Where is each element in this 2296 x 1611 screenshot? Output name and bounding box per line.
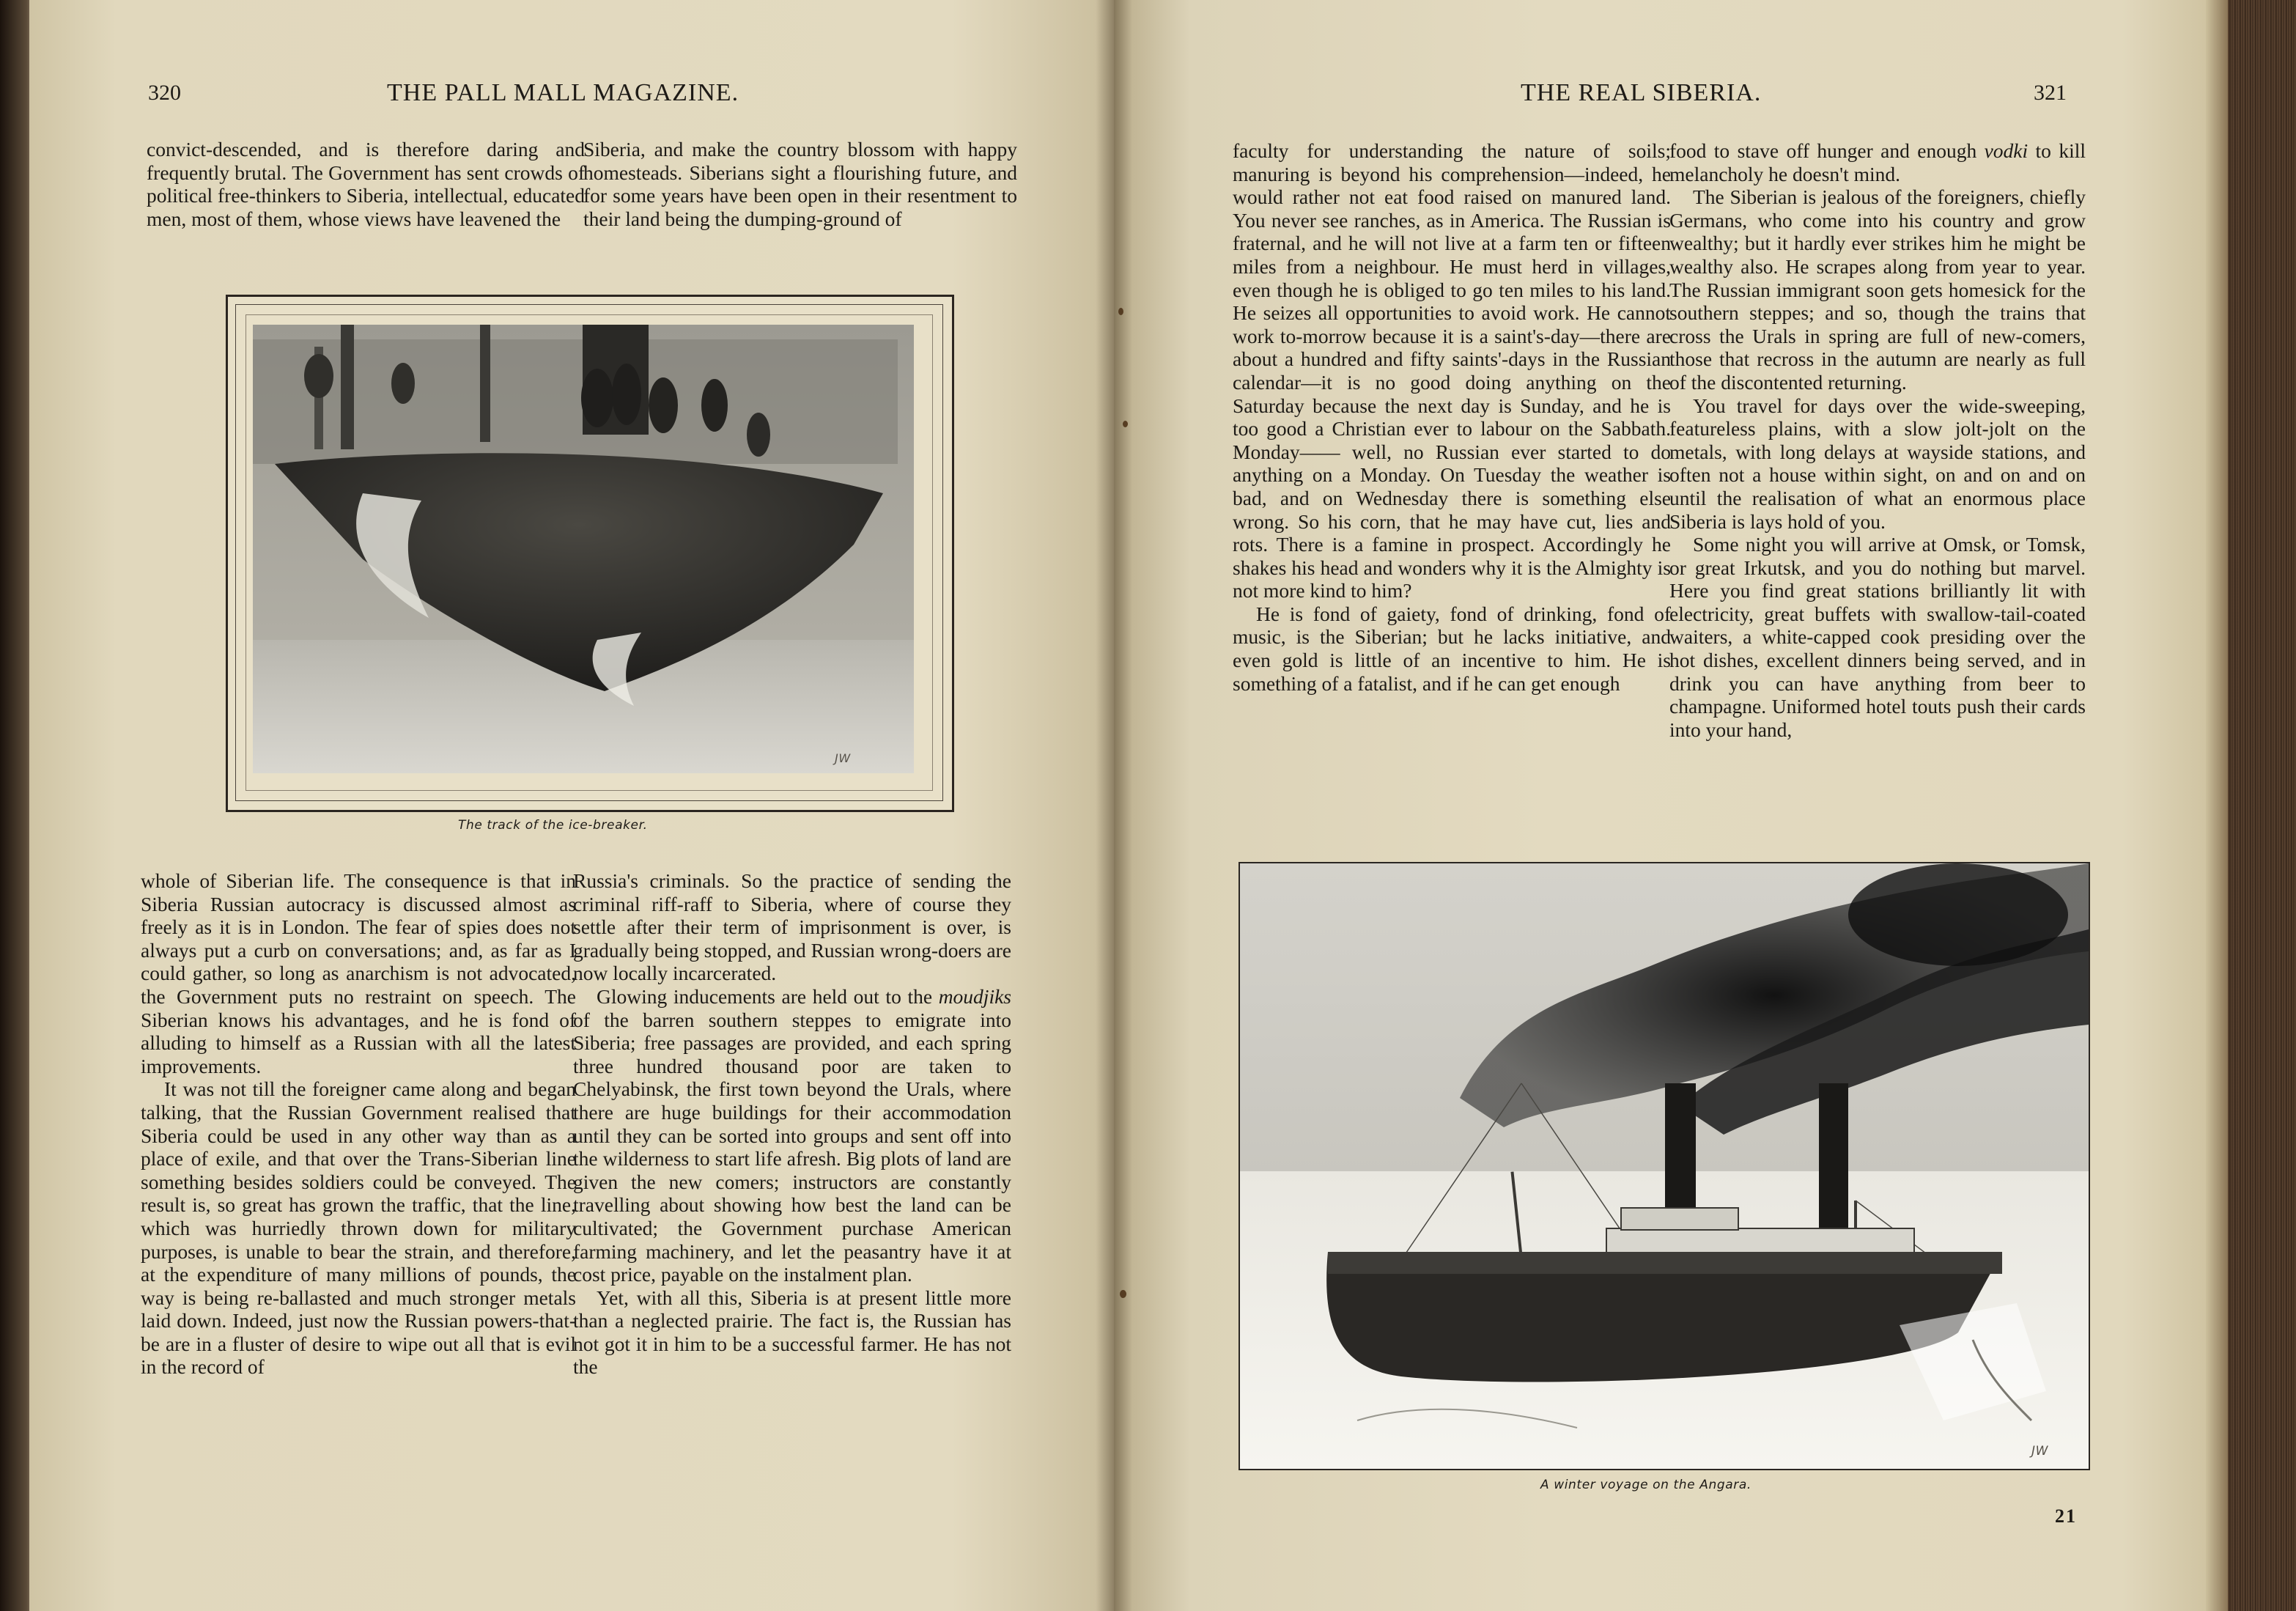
figure-ice-breaker-frame [226,295,954,812]
signature-mark: 21 [2055,1505,2077,1527]
book-edge-right [2206,0,2296,1611]
figure-caption-ice-breaker: The track of the ice-breaker. [458,818,648,833]
emphasis: moudjiks [938,984,1011,1008]
running-head-right: THE REAL SIBERIA. [1521,79,1762,106]
left-bottom-column-1 [141,869,576,1379]
ice-breaker-track-photo [253,325,914,773]
page-number-right: 321 [2034,81,2067,105]
winter-voyage-photo [1239,862,2090,1470]
figure-initials: JW [835,751,851,765]
left-top-column-1 [147,138,585,230]
page-number-left: 320 [148,81,181,105]
paragraph: Some night you will arrive at Omsk, or Tomsk, or great Irkutsk, and you do nothing but marvel. Here you find great stations brilliantly lit with electricity, great buffets with swallow-tail-coated waiters, a white-capped cook presiding over the hot dishes, excellent dinners being served, and in drink you can have anything from beer to champagne. Uniformed hotel touts push their cards into your hand, [1669,533,2086,741]
figure-initials: JW [2031,1444,2049,1459]
book-gutter [1096,0,1132,1611]
paragraph: Russia's criminals. So the practice of sending the criminal riff-raff to Siberia, where of course they settle after their term of imprisonment is over, is gradually being stopped, and Russian wrong-doers are now locally incarcerated. [573,869,1011,985]
left-bottom-column-2 [573,869,1011,1379]
paragraph: He is fond of gaiety, fond of drinking, fond of music, is the Siberian; but he lacks initiative, and even gold is little of an incentive to him. He is something of a fatalist, and if he can get enough [1233,602,1671,695]
paragraph: You travel for days over the wide-sweeping, featureless plains, with a slow jolt-jolt on the metals, with long delays at wayside stations, and often not a house within sight, on and on and on until the realisation of what an enormous place Siberia is lays hold of you. [1669,394,2086,533]
figure-caption-winter-voyage: A winter voyage on the Angara. [1540,1478,1751,1492]
paragraph: convict-descended, and is therefore daring and frequently brutal. The Government has sent crowds of political free-thinkers to Siberia, intellectual, educated men, most of them, whose views have leavened the [147,138,585,230]
paragraph: faculty for understanding the nature of soils; manuring is beyond his comprehension—indeed, he would rather not eat food raised on manured land. You never see ranches, as in America. The Russian is fraternal, and he will not live at a farm ten or fifteen miles from a neighbour. He must herd in villages, even though he is obliged to go ten miles to his land. He seizes all opportunities to avoid work. He cannot work to-morrow because it is a saint's-day—there are about a hundred and fifty saints'-days in the Russian calendar—it is no good doing anything on the Saturday because the next day is Sunday, and he is too good a Christian ever to labour on the Sabbath. Monday—— well, no Russian ever started to do anything on a Monday. On Tuesday the weather is bad, and on Wednesday there is something else wrong. So his corn, that he may have cut, lies and rots. There is a famine in prospect. Accordingly he shakes his head and wonders why it is the Almighty is not more kind to him? [1233,139,1671,602]
left-top-column-2 [583,138,1017,230]
ice-breaker-illustration [253,325,914,773]
paragraph: The Siberian is jealous of the foreigners, chiefly Germans, who come into his country and grow wealthy; but it hardly ever strikes him he might be wealthy also. He scrapes along from year to year. The Russian immigrant soon gets homesick for the southern steppes; and so, though the trains that cross the Urals in spring are full of new-comers, those that recross in the autumn are nearly as full of the discontented returning. [1669,185,2086,394]
paragraph: food to stave off hunger and enough vodki to kill melancholy he doesn't mind. [1669,139,2086,185]
running-head-left: THE PALL MALL MAGAZINE. [387,79,739,106]
paragraph: It was not till the foreigner came along and began talking, that the Russian Government realised that Siberia could be used in any other way than as a place of exile, and that over the Trans-Siberian line something besides soldiers could be conveyed. The result is, so great has grown the traffic, that the line, which was hurriedly thrown down for military purposes, is unable to bear the strain, and therefore, at the expenditure of many millions of pounds, the way is being re-ballasted and much stronger metals laid down. Indeed, just now the Russian powers-that-be are in a fluster of desire to wipe out all that is evil in the record of [141,1077,576,1379]
ice-breaker-ship-illustration [1240,863,2089,1469]
left-page [29,0,1114,1611]
paragraph: Glowing inducements are held out to the moudjiks of the barren southern steppes to emigrate into Siberia; free passages are provided, and each spring three hundred thousand poor are taken to Chelyabinsk, the first town beyond the Urals, where there are huge buildings for their accommodation until they can be sorted into groups and sent off into the wilderness to start life afresh. Big plots of land are given the new comers; instructors are constantly travelling about showing how best the land can be cultivated; the Government purchase American farming machinery, and let the peasantry have it at cost price, payable on the instalment plan. [573,984,1011,1286]
emphasis: vodki [1984,139,2029,162]
right-column-1 [1233,139,1671,695]
paragraph: Yet, with all this, Siberia is at present little more than a neglected prairie. The fact is, the Russian has not got it in him to be a successful farmer. He has not the [573,1286,1011,1379]
right-page [1114,0,2210,1611]
paragraph: Siberia, and make the country blossom with happy homesteads. Siberians sight a flourishing future, and for some years have been open in their resentment to their land being the dumping-ground of [583,138,1017,230]
right-column-2 [1669,139,2086,741]
paragraph: whole of Siberian life. The consequence is that in Siberia Russian autocracy is discussed almost as freely as it is in London. The fear of spies does not always put a curb on conversations; and, as far as I could gather, so long as anarchism is not advocated, the Government puts no restraint on speech. The Siberian knows his advantages, and he is fond of alluding to himself as a Russian with all the latest improvements. [141,869,576,1077]
